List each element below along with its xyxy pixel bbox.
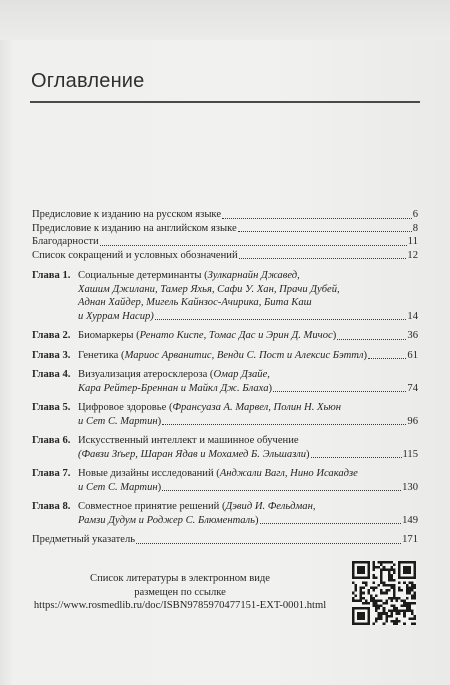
leader-dots	[162, 424, 406, 425]
references-url[interactable]: https://www.rosmedlib.ru/doc/ISBN9785970477151-EXT-0001.html	[33, 600, 327, 611]
leader-dots	[222, 218, 412, 219]
chapter-title-close: )	[157, 481, 162, 493]
toc-page-number: 6	[412, 209, 418, 220]
toc-entry-preface-ru[interactable]	[32, 208, 418, 222]
chapter-number: Глава 8.	[32, 501, 71, 512]
toc-chapter-5[interactable]	[32, 401, 418, 428]
toc-page-number: 96	[407, 415, 418, 427]
toc-page-number: 12	[407, 249, 418, 261]
toc-entry-abbreviations[interactable]	[32, 249, 418, 263]
toc-entry-text: Предисловие к изданию на русском языке	[32, 209, 222, 220]
toc-chapter-6[interactable]	[32, 434, 418, 461]
leader-dots	[238, 231, 412, 232]
chapter-title-close: )	[255, 514, 259, 526]
chapter-authors: Франсуаза А. Марвел, Полин Н. Хьюн	[172, 402, 342, 413]
chapter-title-close: )	[268, 382, 273, 394]
chapter-authors: Зулкарнайн Джавед,	[207, 270, 300, 281]
chapter-authors: и Хуррам Насир)	[78, 310, 154, 322]
chapter-authors: и Сет С. Мартин	[78, 481, 158, 493]
toc-entry-text: Список сокращений и условных обозначений	[32, 249, 238, 261]
chapter-number: Глава 4.	[32, 369, 71, 380]
chapter-authors: Омар Дзайе,	[213, 369, 270, 380]
chapter-title: Искусственный интеллект и машинное обучение	[78, 435, 299, 446]
toc-page-number: 171	[402, 534, 418, 545]
toc-page-number: 149	[402, 514, 418, 526]
leader-dots	[368, 358, 406, 359]
toc-page-number: 11	[407, 236, 418, 247]
toc-page-number: 130	[402, 481, 418, 493]
toc-entry-acknowledgements[interactable]	[32, 235, 418, 249]
chapter-number: Глава 7.	[32, 468, 71, 479]
chapter-authors: Хашим Джилани, Тамер Яхья, Сафи У. Хан, Прачи Дубей,	[78, 283, 340, 295]
toc-entry-preface-en[interactable]	[32, 222, 418, 236]
chapter-authors: Аднан Хайдер, Мигель Кайнзос-Ачирика, Бита Каш	[78, 297, 312, 308]
page-top-band	[0, 0, 450, 40]
toc-page-number: 8	[412, 222, 418, 234]
leader-dots	[239, 258, 407, 259]
chapter-authors: Мариос Арванитис, Венди С. Пост и Алексис Бэттл	[124, 349, 364, 361]
references-note-line: размещен по ссылке	[134, 586, 226, 598]
leader-dots	[162, 490, 401, 491]
chapter-number: Глава 2.	[32, 330, 71, 341]
chapter-title-close: )	[332, 330, 337, 341]
toc-page-number: 61	[407, 349, 418, 361]
toc-chapter-7[interactable]	[32, 467, 418, 494]
leader-dots	[155, 319, 407, 320]
page-title: Оглавление	[31, 70, 145, 92]
toc-page-number: 115	[402, 448, 418, 460]
leader-dots	[337, 339, 406, 340]
chapter-title: Генетика (	[78, 349, 125, 361]
leader-dots	[273, 391, 406, 392]
toc-entry-text: Благодарности	[32, 236, 99, 247]
chapter-title: Социальные детерминанты (	[78, 270, 208, 281]
table-of-contents	[32, 208, 418, 547]
references-note	[30, 572, 330, 613]
chapter-title: Совместное принятие решений (	[78, 501, 226, 512]
chapter-authors: (Фавзи Зґьер, Шаран Ядав и Мохамед Б. Эльшазли	[78, 448, 306, 460]
toc-page-number: 14	[407, 310, 418, 322]
title-rule	[30, 101, 420, 103]
toc-chapter-3[interactable]	[32, 349, 418, 363]
chapter-title: Новые дизайны исследований (	[78, 468, 220, 479]
toc-chapter-8[interactable]	[32, 500, 418, 527]
leader-dots	[136, 543, 401, 544]
chapter-authors: Ренато Киспе, Томас Дас и Эрин Д. Мичос	[139, 330, 333, 341]
chapter-title-close: )	[363, 349, 368, 361]
chapter-title-close: )	[306, 448, 310, 460]
chapter-title: Визуализация атеросклероза (	[78, 369, 214, 380]
toc-page-number: 74	[407, 382, 418, 394]
chapter-authors: Дэвид И. Фельдман,	[225, 501, 316, 512]
leader-dots	[260, 523, 402, 524]
toc-chapter-1[interactable]	[32, 269, 418, 323]
toc-entry-text: Предисловие к изданию на английском языке	[32, 222, 237, 234]
chapter-authors: Анджали Вагл, Нино Исакадзе	[219, 468, 358, 479]
toc-chapter-2[interactable]	[32, 329, 418, 343]
chapter-number: Глава 3.	[32, 349, 71, 361]
chapter-number: Глава 5.	[32, 402, 71, 413]
chapter-authors: Кара Рейтер-Бреннан и Майкл Дж. Блаха	[78, 382, 269, 394]
qr-code-icon[interactable]	[352, 561, 416, 625]
chapter-authors: Рамзи Дудум и Роджер С. Блюментaль	[78, 514, 255, 526]
toc-chapter-4[interactable]	[32, 368, 418, 395]
chapter-title: Биомаркеры (	[78, 330, 140, 341]
references-note-line: Список литературы в электронном виде	[90, 573, 270, 584]
chapter-number: Глава 6.	[32, 435, 71, 446]
chapter-authors: и Сет С. Мартин	[78, 415, 158, 427]
leader-dots	[100, 245, 407, 246]
toc-entry-index[interactable]	[32, 533, 418, 547]
toc-page-number: 36	[407, 330, 418, 341]
chapter-title: Цифровое здоровье (	[78, 402, 173, 413]
chapter-number: Глава 1.	[32, 270, 71, 281]
chapter-title-close: )	[157, 415, 162, 427]
toc-entry-text: Предметный указатель	[32, 534, 136, 545]
leader-dots	[311, 457, 402, 458]
